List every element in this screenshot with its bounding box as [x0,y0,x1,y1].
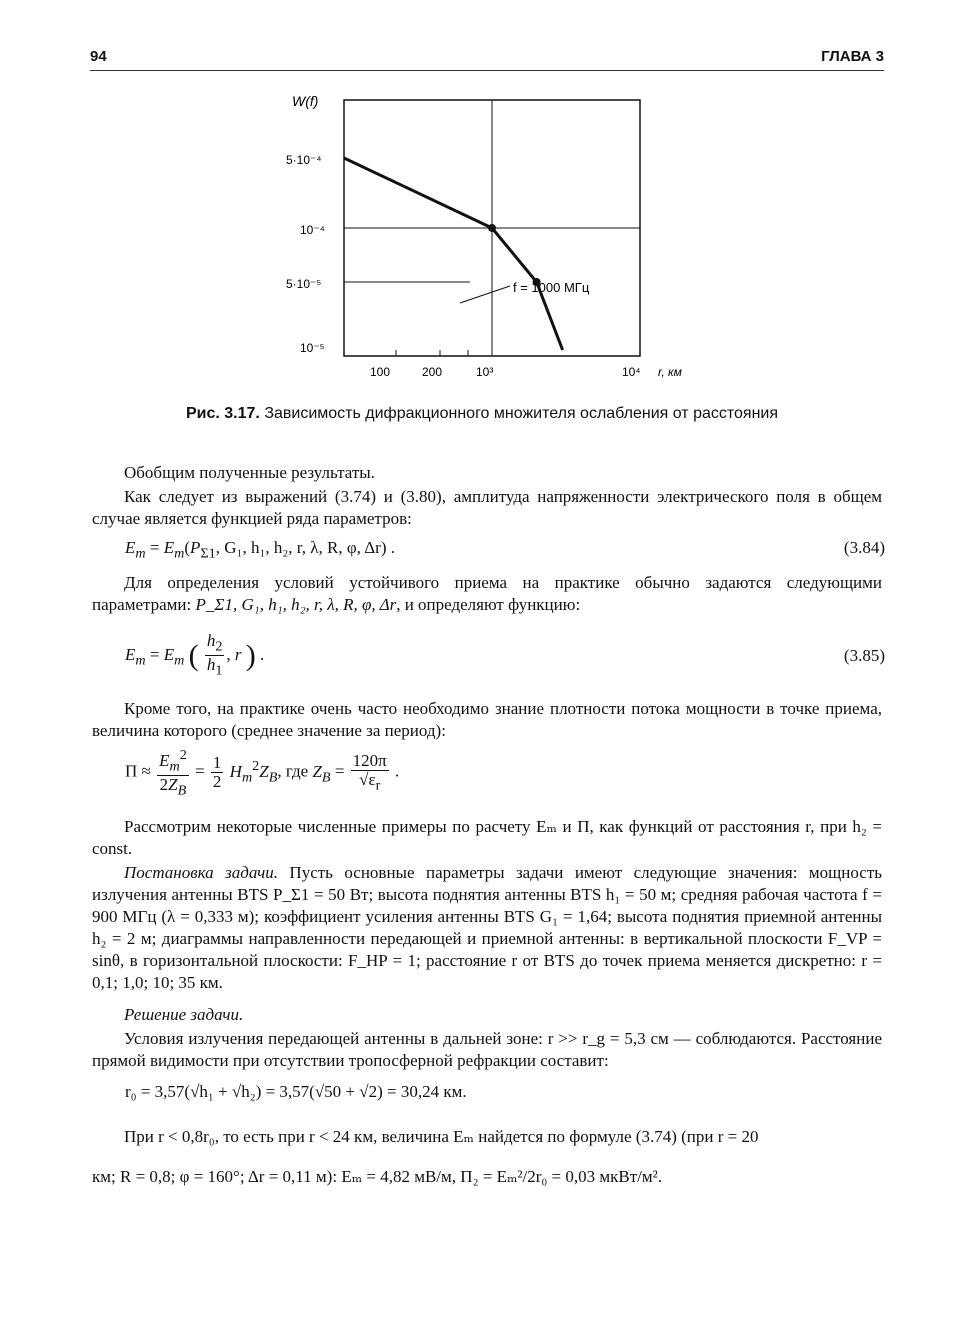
paragraph-4: Кроме того, на практике очень часто необходимо знание плотности потока мощности в точке приема, величина которого (среднее значение за период): [92,699,882,740]
y-axis-label: W(f) [292,93,319,109]
paragraph-2: Как следует из выражений (3.74) и (3.80), амплитуда напряженности электрического поля в общем случае является функцией ряда параметров: [92,487,882,528]
equation-3-84: $E_m = E_m(P_{\Sigma 1}$, G₁, h₁, h₂, r, λ, R, φ, Δr) . (3.84) [125,538,885,562]
y-tick-3: 5·10⁻⁵ [286,277,322,291]
caption-text: Зависимость дифракционного множителя ослабления от расстояния [264,405,779,422]
figure-3-17 [270,88,690,388]
annotation-leader [460,286,510,303]
caption-label: Рис. 3.17. [185,405,260,422]
eq385-number: (3.85) [843,646,885,665]
equation-r0: r₀ = 3,57(√h₁ + √h₂) = 3,57(√50 + √2) = 30,24 км. [125,1082,467,1101]
page-number: 94 [90,48,107,65]
p3-text-a: Для определения условий устойчивого приема на практике обычно задаются следующими параметрами: [92,573,882,614]
figure-caption [0,405,964,423]
paragraph-9: При r < 0,8r₀, то есть при r < 24 км, величина Eₘ найдется по формуле (3.74) (при r = 20 [124,1127,759,1146]
diffraction-chart [270,88,690,388]
y-tick-4: 10⁻⁵ [300,341,325,355]
annotation-label: f = 1000 МГц [513,280,590,295]
y-tick-2: 10⁻⁴ [300,223,325,237]
equation-3-85: $E_m = E_m$ ( $\frac{h_2}{h_1}$ , r ) . (3.85) [125,631,885,679]
p3-text-c: , и определяют функцию: [396,595,581,614]
paragraph-6 [92,862,882,994]
x-tick-2: 200 [422,365,443,379]
chapter-title: ГЛАВА 3 [821,48,884,65]
data-point [488,224,496,232]
p3-params: P_Σ1, G₁, h₁, h₂, r, λ, R, φ, Δr [195,595,397,614]
y-tick-1: 5·10⁻⁴ [286,153,322,167]
p7-lead: Решение задачи. [124,1005,244,1024]
eq384-number: (3.84) [843,538,885,557]
p6-text: Пусть основные параметры задачи имеют следующие значения: мощность излучения антенны BTS P_Σ1 = 50 Вт; высота поднятия антенны BTS h₁ = 50 м; средняя рабочая частота f = 900 МГц (λ = 0,333 м); коэффициент усиления антенны BTS G₁ = 1,64; высота поднятия приемной антенны h₂ = 2 м; диаграммы направленности передающей и приемной антенны: в вертикальной плоскости F_VP = sinθ, в горизонтальной плоскости: F_HP = 1; расстояние r от BTS до точек приема меняется дискретно: r = 0,1; 1,0; 10; 35 км. [92,863,883,992]
equation-power-density: П ≈ $\frac{E_m^2}{2Z_B}$ = $\frac{1}{2}$ $H_m^2Z_B$, где $Z_B$ = $\frac{120\pi}{√\varepsilon_r}$ . [125,747,400,799]
p6-lead: Постановка задачи. [124,863,278,882]
page-header [90,40,884,71]
eq384-rest: , G₁, h₁, h₂, r, λ, R, φ, Δr) . [215,538,395,557]
paragraph-10: км; R = 0,8; φ = 160°; Δr = 0,11 м): Eₘ = 4,82 мВ/м, П₂ = Eₘ²/2r₀ = 0,03 мкВт/м². [92,1167,662,1186]
paragraph-1: Обобщим полученные результаты. [124,463,375,482]
x-tick-1: 100 [370,365,391,379]
x-axis-label: r, км [658,365,682,379]
paragraph-3 [92,572,882,616]
paragraph-8: Условия излучения передающей антенны в дальней зоне: r >> r_g = 5,3 см — соблюдаются. Расстояние прямой видимости при отсутствии тропосферной рефракции составит: [92,1029,882,1070]
x-tick-4: 10⁴ [622,365,641,379]
paragraph-7 [92,1004,882,1026]
x-tick-3: 10³ [476,365,494,379]
paragraph-5: Рассмотрим некоторые численные примеры по расчету Eₘ и П, как функций от расстояния r, при h₂ = const. [92,817,882,858]
series-line [344,158,563,350]
